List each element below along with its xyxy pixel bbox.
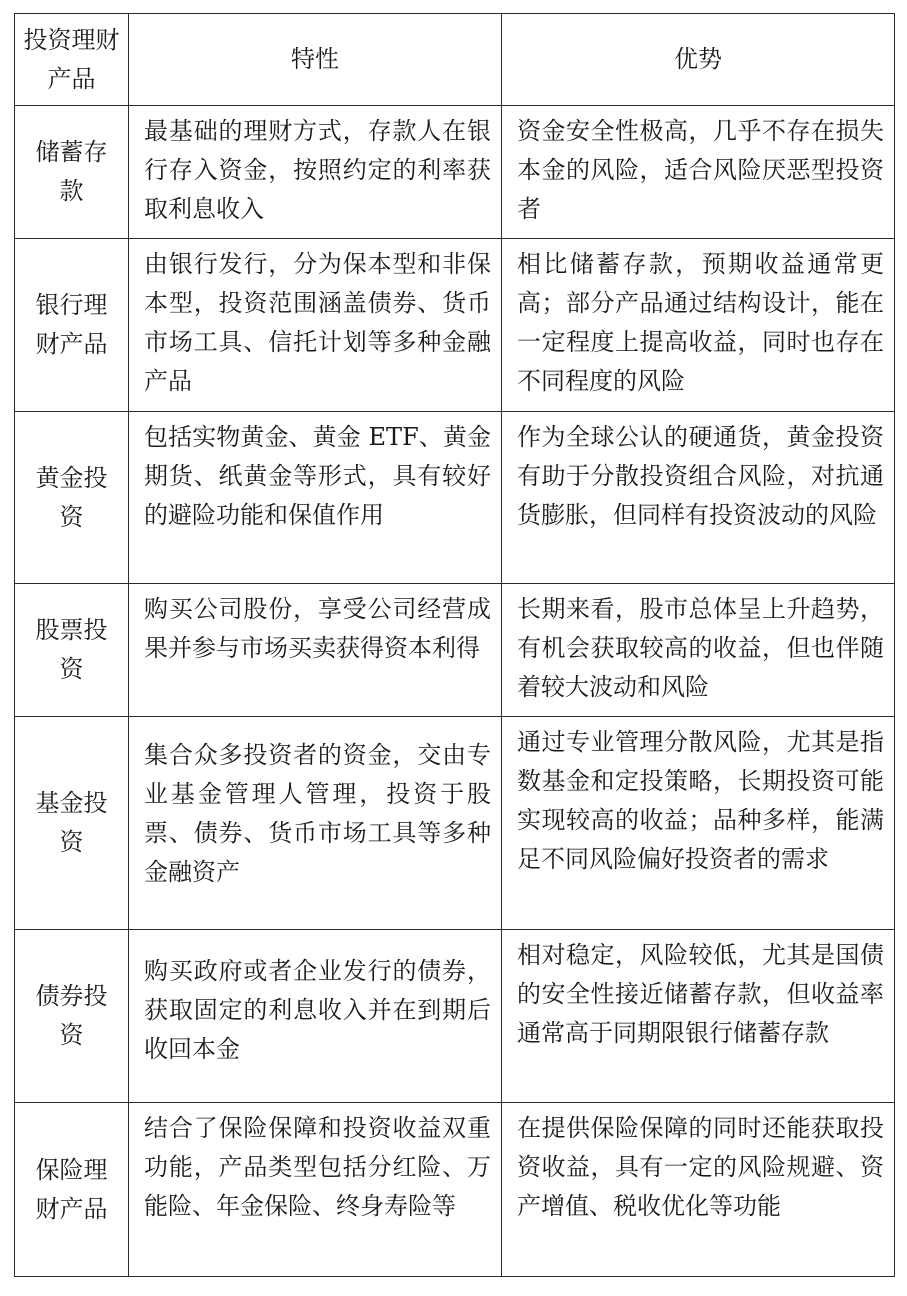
header-advantages: 优势 [502,14,895,106]
table-row [15,930,895,1103]
header-product: 投资理财产品 [15,14,129,106]
product-name: 储蓄存款 [15,106,129,239]
advantages-cell: 在提供保险保障的同时还能获取投资收益，具有一定的风险规避、资产增值、税收优化等功能 [502,1103,895,1277]
table-row [15,717,895,930]
product-name: 债券投资 [15,930,129,1103]
advantages-cell: 相比储蓄存款，预期收益通常更高；部分产品通过结构设计，能在一定程度上提高收益，同时也存在不同程度的风险 [502,239,895,412]
characteristics-cell: 购买公司股份，享受公司经营成果并参与市场买卖获得资本利得 [129,584,502,717]
product-name: 黄金投资 [15,412,129,584]
characteristics-cell: 购买政府或者企业发行的债券，获取固定的利息收入并在到期后收回本金 [129,930,502,1103]
characteristics-cell: 结合了保险保障和投资收益双重功能，产品类型包括分红险、万能险、年金保险、终身寿险等 [129,1103,502,1277]
advantages-cell: 通过专业管理分散风险，尤其是指数基金和定投策略，长期投资可能实现较高的收益；品种多样，能满足不同风险偏好投资者的需求 [502,717,895,930]
advantages-cell: 相对稳定，风险较低，尤其是国债的安全性接近储蓄存款，但收益率通常高于同期限银行储蓄存款 [502,930,895,1103]
characteristics-cell: 包括实物黄金、黄金 ETF、黄金期货、纸黄金等形式，具有较好的避险功能和保值作用 [129,412,502,584]
investment-comparison-table [14,13,895,1277]
product-name: 基金投资 [15,717,129,930]
table-row [15,412,895,584]
table-row [15,106,895,239]
characteristics-cell: 集合众多投资者的资金，交由专业基金管理人管理，投资于股票、债券、货币市场工具等多种金融资产 [129,717,502,930]
table-row [15,584,895,717]
table-row [15,1103,895,1277]
advantages-cell: 资金安全性极高，几乎不存在损失本金的风险，适合风险厌恶型投资者 [502,106,895,239]
characteristics-cell: 由银行发行，分为保本型和非保本型，投资范围涵盖债券、货币市场工具、信托计划等多种金融产品 [129,239,502,412]
advantages-cell: 作为全球公认的硬通货，黄金投资有助于分散投资组合风险，对抗通货膨胀，但同样有投资波动的风险 [502,412,895,584]
advantages-cell: 长期来看，股市总体呈上升趋势，有机会获取较高的收益，但也伴随着较大波动和风险 [502,584,895,717]
product-name: 股票投资 [15,584,129,717]
header-characteristics: 特性 [129,14,502,106]
product-name: 银行理财产品 [15,239,129,412]
header-row [15,14,895,106]
characteristics-cell: 最基础的理财方式，存款人在银行存入资金，按照约定的利率获取利息收入 [129,106,502,239]
product-name: 保险理财产品 [15,1103,129,1277]
table-row [15,239,895,412]
